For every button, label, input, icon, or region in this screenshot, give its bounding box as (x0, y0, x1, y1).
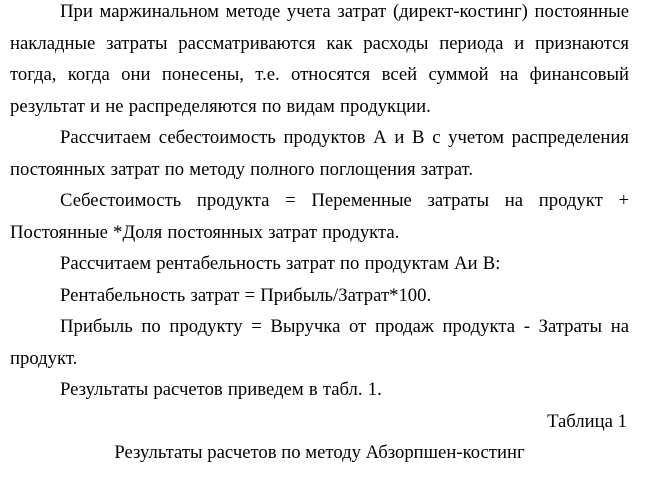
paragraph-cost-formula: Себестоимость продукта = Переменные затраты на продукт + Постоянные *Доля постоянных затрат продукта. (10, 190, 629, 243)
paragraph-profitability-formula: Рентабельность затрат = Прибыль/Затрат*100. (60, 284, 432, 306)
paragraph-profitability-intro: Рассчитаем рентабельность затрат по продуктам Аи В: (60, 253, 501, 274)
paragraph-cost-calculation: Рассчитаем себестоимость продуктов А и В с учетом распределения постоянных затрат по методу полного поглощения затрат. (10, 127, 629, 180)
paragraph-profit-formula: Прибыль по продукту = Выручка от продаж продукта - Затраты на продукт. (10, 316, 629, 369)
table-label: Таблица 1 (547, 410, 627, 432)
paragraph-results-reference: Результаты расчетов приведем в табл. 1. (60, 379, 382, 400)
table-title: Результаты расчетов по методу Абзорпшен-костинг (114, 442, 525, 463)
paragraph-direct-costing: При маржинальном методе учета затрат (директ-костинг) постоянные накладные затраты рассматриваются как расходы периода и признаются тогда, когда они понесены, т.е. относятся всей суммой на финансовый результат и не распределяются по видам продукции. (10, 1, 629, 117)
